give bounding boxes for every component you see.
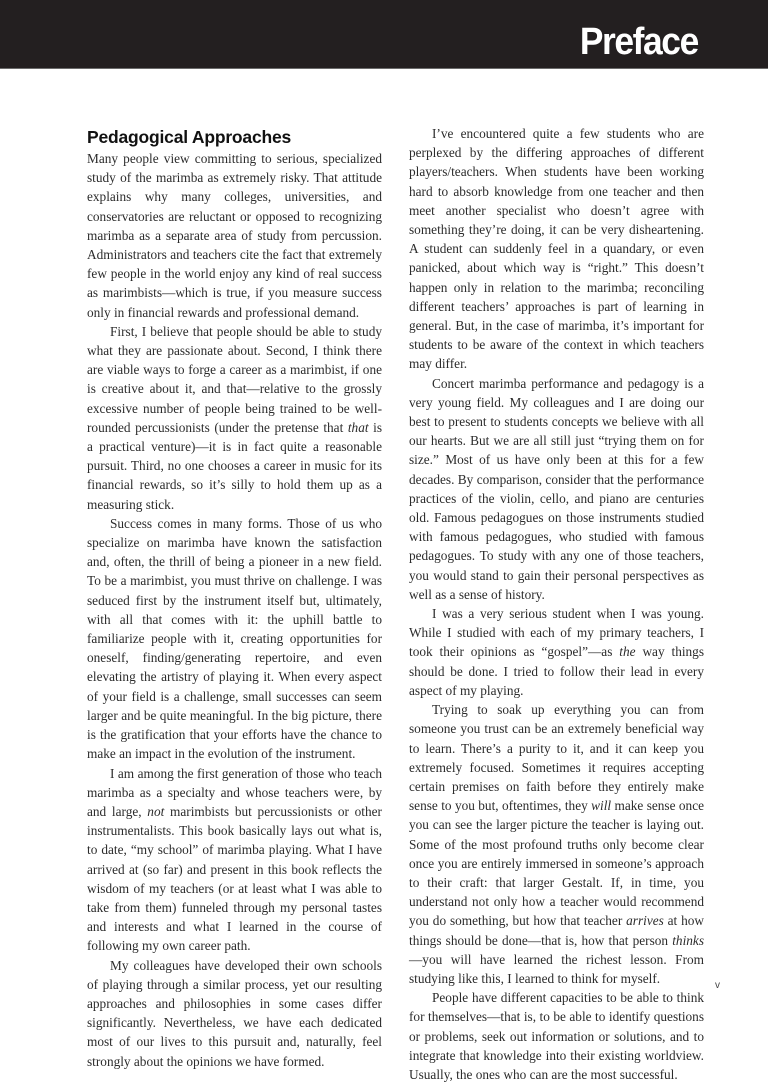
text-run: make sense once you can see the larger picture the teacher is laying out. Some of the most profound truths only become clear once you are entirely immersed in someone’s approach to their craft: that larger Gestalt. If, in time, you understand not only how a teacher would recommend you do something, but how that teacher (409, 798, 705, 929)
paragraph: Many people view committing to serious, specialized study of the marimba as extremely risky. That attitude explains why many colleges, universities, and conservatories are reluctant or opposed to recognizing marimba as a separate area of study from percussion. Administrators and teachers cite the fact that extremely few people in the world enjoy any kind of real success as marimbists—which is true, if you measure success only in financial rewards and professional demand. (87, 151, 382, 320)
left-column (87, 127, 382, 1071)
paragraph (87, 764, 382, 956)
text-run: Trying to soak up everything you can from someone you trust can be an extremely beneficial way to learn. There’s a purity to it, and it can keep you extremely focused. Sometimes it requires accepting certain premises on faith before they entirely make sense to you but, oftentimes, they (409, 702, 704, 814)
text-run: marimbists but percussionists or other instrumentalists. This book basically lays out what is, to date, “my school” of marimba playing. What I have arrived at (so far) and present in this book reflects the wisdom of my teachers (or at least what I was able to take from them) funneled through my personal tastes and interests and what I learned in the course of following my own career path. (87, 803, 382, 954)
emphasis: the (619, 644, 636, 660)
emphasis: thinks (672, 932, 704, 948)
paragraph: People have different capacities to be able to think for themselves—that is, to be able to identify questions or problems, seek out information or solutions, and to integrate that knowledge into their existing worldview. Usually, the ones who can are the most successful. (409, 990, 704, 1082)
emphasis: will (591, 798, 612, 814)
paragraph: Success comes in many forms. Those of us who specialize on marimba have known the satisfaction and, often, the thrill of being a pioneer in a new field. To be a marimbist, you must thrive on challenge. I was seduced first by the instrument itself but, ultimately, with all that comes with it: the uphill battle to familiarize people with it, creating opportunities for oneself, finding/generating repertoire, and even elevating the artistry of playing it. When every aspect of your field is a challenge, small successes can seem larger and be quite meaningful. In the big picture, there is the gratification that your efforts have the chance to make an impact in the evolution of the instrument. (87, 515, 382, 762)
emphasis: not (147, 803, 165, 819)
paragraph: Concert marimba performance and pedagogy is a very young field. My colleagues and I are doing our best to present to students concepts we believe with all our hearts. But we are all still just “trying them on for size.” Most of us have only been at this for a few decades. By comparison, consider that the performance practices of the violin, cello, and piano are centuries old. Famous pedagogues on those instruments studied with famous pedagogues, who studied with famous pedagogues. To study with any one of those teachers, you would stand to gain their personal perspectives as well as a sense of history. (409, 375, 704, 602)
text-run: —you will have learned the richest lesson. From studying like this, I learned to think for myself. (409, 951, 704, 986)
paragraph (409, 604, 704, 700)
text-run: First, I believe that people should be able to study what they are passionate about. Second, I think there are viable ways to forge a career as a marimbist, if one is creative about it, and that—relative to the grossly excessive number of people being trained to be well-rounded percussionists (under the pretense that (87, 323, 382, 435)
page-number: v (715, 980, 720, 991)
text-run: way things should be done. I tried to follow their lead in every aspect of my playing. (409, 644, 705, 698)
text-run: is a practical venture)—it is in fact quite a reasonable pursuit. Third, no one chooses a career in music for its financial rewards, so it’s silly to hold them up as a measuring stick. (87, 419, 382, 512)
paragraph: I’ve encountered quite a few students who are perplexed by the differing approaches of different players/teachers. When students have been working hard to absorb knowledge from one teacher and then meet another specialist who doesn’t agree with something they’re doing, it can be very disheartening. A student can suddenly feel in a quandary, or even panicked, about which way is “right.” This doesn’t happen only in relation to the marimba; reconciling different teachers’ approaches is part of learning in general. But, in the case of marimba, it’s important for students to be aware of the context in which teachers may differ. (409, 126, 704, 372)
emphasis: that (347, 419, 369, 435)
text-run: at how things should be done—that is, how that person (409, 913, 704, 948)
text-run: I was a very serious student when I was young. While I studied with each of my primary teachers, I took their opinions as “gospel”—as (409, 606, 704, 660)
paragraph (87, 322, 382, 514)
right-column (409, 124, 704, 1084)
emphasis: arrives (626, 913, 664, 929)
chapter-header-band (0, 0, 768, 69)
paragraph: My colleagues have developed their own schools of playing through a similar process, yet our resulting approaches and philosophies in some cases differ significantly. Nevertheless, we have each dedicated most of our lives to this pursuit and, naturally, feel strongly about the opinions we have formed. (87, 957, 382, 1069)
section-heading: Pedagogical Approaches (87, 127, 292, 147)
text-run: I am among the first generation of those who teach marimba as a specialty and whose teachers were, by and large, (87, 765, 382, 819)
chapter-title: Preface (580, 21, 698, 63)
paragraph (409, 700, 704, 988)
